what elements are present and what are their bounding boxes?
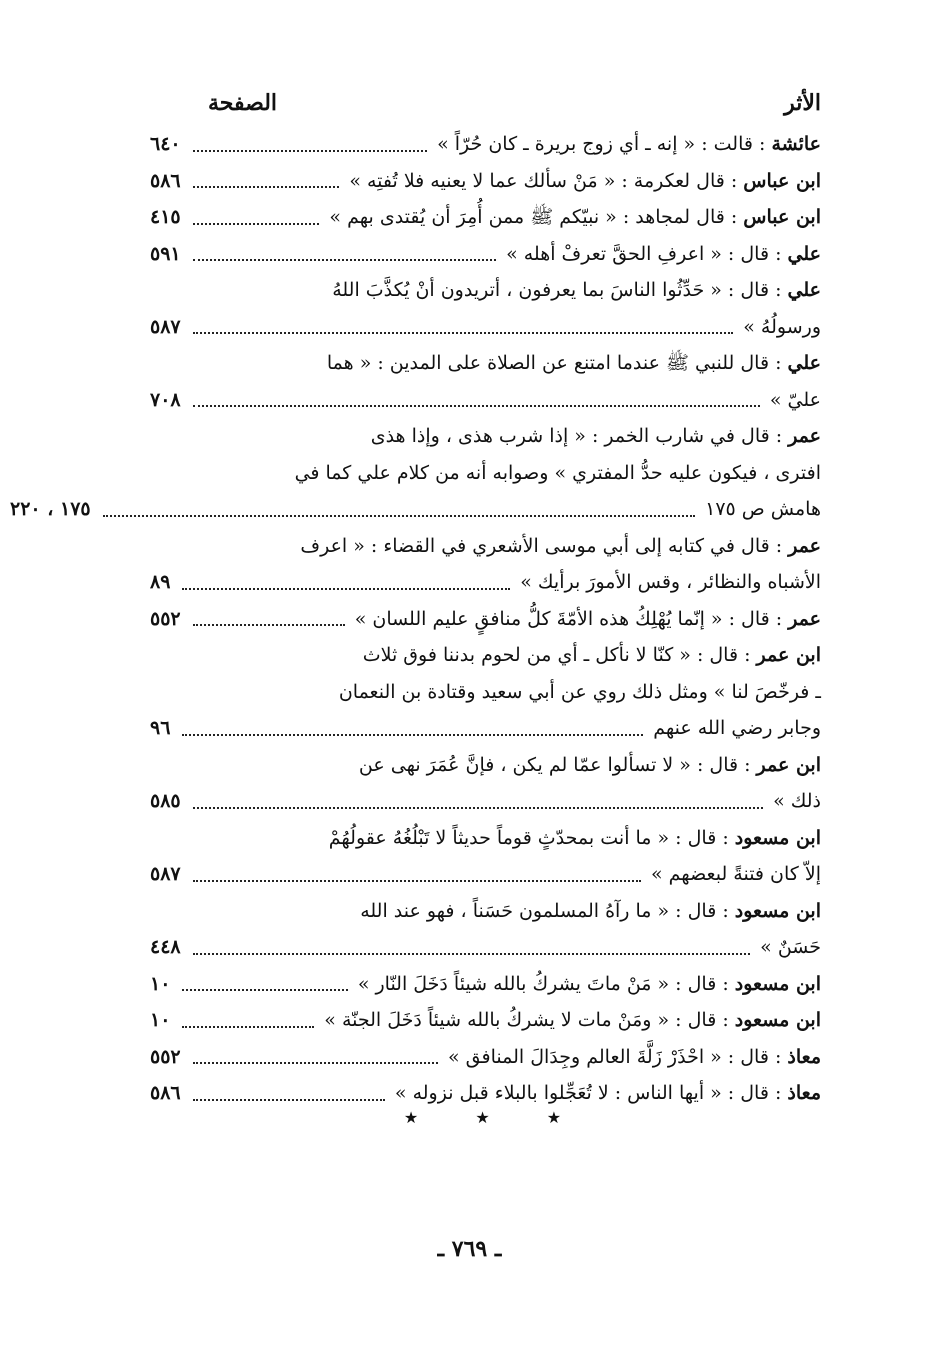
entry-line: [150, 783, 821, 820]
entry-line: [150, 637, 821, 674]
narrator-name: عمر: [788, 534, 821, 557]
index-entry: [10, 418, 821, 528]
page-reference: ٧٠٨: [150, 388, 181, 411]
entry-text: [773, 783, 821, 820]
page-reference: ٥٨٧: [150, 315, 181, 338]
athar-text: ـ فرخّصَ لنا » ومثل ذلك روي عن أبي سعيد وقتادة بن النعمان: [338, 680, 821, 703]
index-entry: [150, 601, 821, 638]
dot-leader: [193, 405, 760, 407]
index-entry: [150, 163, 821, 200]
entry-line: [150, 674, 821, 711]
entry-line: [150, 747, 821, 784]
entry-line: [150, 236, 821, 273]
page-reference: ٥٥٢: [150, 607, 181, 630]
entry-line: [150, 893, 821, 930]
dot-leader: [193, 1062, 438, 1064]
index-entry: [150, 637, 821, 747]
entry-line: [150, 163, 821, 200]
dot-leader: [193, 332, 734, 334]
entry-line: [150, 418, 821, 455]
entry-line: [10, 491, 821, 528]
narrator-name: علي: [787, 352, 821, 374]
athar-text: ورسولُهُ »: [743, 315, 821, 338]
athar-text: : قالت : « إنه ـ أي زوج بريرة ـ كان حُرّاً »: [437, 133, 772, 155]
entry-text: [329, 820, 821, 857]
athar-text: : قال : « ما أنت بمحدّثٍ قوماً حديثاً لا تَبْلُغُهُ عقولُهُمْ: [328, 826, 735, 849]
athar-text: هامش ص ١٧٥: [705, 498, 821, 520]
athar-index-list: [10, 126, 821, 1112]
entry-text: [437, 126, 821, 163]
dot-leader: [103, 515, 695, 517]
narrator-name: ابن عباس: [743, 206, 821, 228]
athar-text: : قال : « ومَنْ مات لا يشركُ بالله شيئاً دَخَلَ الجنّة »: [324, 1009, 735, 1031]
entry-line: [150, 309, 821, 346]
narrator-name: علي: [787, 242, 821, 265]
narrator-name: ابن مسعود: [734, 1009, 821, 1031]
athar-text: : قال لعكرمة : « مَنْ سألك عما لا يعنيه فلا تُفتِه »: [349, 169, 744, 192]
dot-leader: [193, 953, 751, 955]
page-number: ـ ٧٦٩ ـ: [437, 1236, 502, 1262]
narrator-name: عمر: [788, 607, 821, 630]
entry-text: [355, 601, 821, 638]
index-entry: [150, 345, 821, 418]
athar-text: : قال لمجاهد : « نبيّكم ﷺ ممن أُمِرَ أن يُقتدى بهم »: [329, 206, 744, 228]
entry-text: [653, 710, 821, 747]
entry-text: [300, 528, 821, 565]
entry-text: [349, 163, 821, 200]
athar-text: : قال : « ما رآهُ المسلمون حَسَناً ، فهو عند الله: [360, 899, 735, 922]
entry-line: [150, 966, 821, 1003]
entry-line: [150, 528, 821, 565]
narrator-name: معاذ: [787, 1045, 821, 1068]
entry-line: [150, 601, 821, 638]
athar-text: وجابر رضي الله عنهم: [653, 717, 821, 739]
entry-line: [150, 564, 821, 601]
index-entry: [150, 1002, 821, 1039]
entry-text: [332, 272, 821, 309]
narrator-name: معاذ: [787, 1082, 821, 1104]
narrator-name: ابن مسعود: [734, 972, 821, 995]
dot-leader: [182, 989, 347, 991]
entry-line: [150, 455, 821, 492]
dot-leader: [193, 223, 320, 225]
dot-leader: [193, 807, 763, 809]
entry-text: [327, 345, 821, 382]
entry-text: [760, 929, 821, 966]
entry-text: [705, 491, 821, 528]
page-reference: ٥٨٥: [150, 790, 181, 812]
narrator-name: عمر: [788, 425, 821, 447]
index-entry: [150, 820, 821, 893]
page-reference: ٤٤٨: [150, 936, 181, 958]
athar-text: : قال في شارب الخمر : « إذا شرب هذى ، وإذا هذى: [370, 425, 789, 447]
index-entry: [150, 236, 821, 273]
entry-text: [506, 236, 821, 273]
athar-text: افترى ، فيكون عليه حدُّ المفتري » وصوابه أنه من كلام علي كما في: [294, 461, 821, 484]
page-reference: ٥٨٦: [150, 169, 181, 192]
index-entry: [150, 199, 821, 236]
page-reference: ١٧٥ ، ٢٢٠: [10, 498, 91, 520]
index-entry: [150, 528, 821, 601]
athar-text: : قال : « حَدِّثُوا الناسَ بما يعرفون ، أتريدون أنْ يُكذَّبَ اللهُ: [332, 279, 788, 301]
entry-line: [150, 199, 821, 236]
entry-text: [324, 1002, 821, 1039]
entry-text: [770, 382, 821, 419]
athar-text: الأشباه والنظائر ، وقس الأمورَ برأيك »: [520, 571, 821, 593]
page-reference: ٨٩: [150, 571, 171, 593]
entry-line: [150, 929, 821, 966]
page-reference: ١٠: [150, 972, 171, 995]
narrator-name: ابن عمر: [756, 644, 821, 666]
athar-text: : قال : « احْذَرْ زَلَّةَ العالم وجِدَالَ المنافق »: [448, 1045, 788, 1068]
entry-text: [358, 966, 821, 1003]
entry-text: [651, 856, 821, 893]
index-entry: [150, 126, 821, 163]
index-entry: [150, 966, 821, 1003]
narrator-name: ابن مسعود: [734, 899, 821, 922]
narrator-name: ابن عمر: [756, 753, 821, 776]
entry-text: [363, 637, 821, 674]
index-entry: [150, 747, 821, 820]
entry-line: [150, 1039, 821, 1076]
dot-leader: [193, 259, 496, 261]
narrator-name: علي: [787, 279, 821, 301]
entry-text: [371, 418, 821, 455]
page-reference: ٥٨٦: [150, 1082, 181, 1104]
dot-leader: [182, 734, 643, 736]
athar-text: : قال في كتابه إلى أبي موسى الأشعري في القضاء : « اعرف: [300, 534, 789, 557]
entry-text: [743, 309, 821, 346]
entry-line: [150, 126, 821, 163]
page-reference: ٩٦: [150, 717, 171, 739]
dot-leader: [193, 1099, 385, 1101]
page-reference: ٤١٥: [150, 206, 181, 228]
narrator-name: ابن مسعود: [734, 826, 821, 849]
index-entry: [150, 1075, 821, 1112]
dot-leader: [193, 150, 427, 152]
athar-text: : قال : « لا تسألوا عمّا لم يكن ، فإنَّ عُمَرَ نهى عن: [358, 753, 757, 776]
entry-line: [150, 345, 821, 382]
entry-line: [150, 382, 821, 419]
dot-leader: [193, 186, 340, 188]
entry-text: [395, 1075, 821, 1112]
index-entry: [150, 1039, 821, 1076]
page-reference: ٥٩١: [150, 242, 181, 265]
dot-leader: [193, 880, 641, 882]
entry-line: [150, 1002, 821, 1039]
index-entry: [150, 893, 821, 966]
entry-line: [150, 856, 821, 893]
index-entry: [150, 272, 821, 345]
entry-line: [150, 820, 821, 857]
athar-text: حَسَنٌ »: [760, 936, 821, 958]
athar-text: ذلك »: [773, 790, 821, 812]
entry-text: [520, 564, 821, 601]
header-athar: الأثر: [784, 90, 821, 116]
entry-line: [150, 272, 821, 309]
entry-line: [150, 710, 821, 747]
dot-leader: [182, 1026, 314, 1028]
entry-text: [295, 455, 821, 492]
header-page: الصفحة: [208, 90, 278, 116]
entry-text: [329, 199, 821, 236]
entry-text: [360, 893, 821, 930]
dot-leader: [182, 588, 510, 590]
section-ornament: ★ ★ ★: [403, 1108, 588, 1127]
dot-leader: [193, 624, 345, 626]
page-reference: ٥٨٧: [150, 863, 181, 885]
athar-text: عليّ »: [769, 388, 821, 411]
entry-text: [448, 1039, 821, 1076]
athar-text: إلاّ كان فتنةً لبعضهم »: [651, 863, 821, 885]
athar-text: : قال : « مَنْ ماتَ يشركُ بالله شيئاً دَخَلَ النّار »: [357, 972, 735, 995]
entry-line: [150, 1075, 821, 1112]
athar-text: : قال : « أيها الناس : لا تُعَجِّلوا بالبلاء قبل نزوله »: [394, 1082, 788, 1104]
page-reference: ٦٤٠: [150, 133, 181, 155]
athar-text: : قال : « كنّا لا نأكل ـ أي من لحوم بدننا فوق ثلاث: [362, 644, 757, 666]
entry-text: [359, 747, 821, 784]
page-reference: ٥٥٢: [150, 1045, 181, 1068]
entry-text: [339, 674, 821, 711]
page-reference: ١٠: [150, 1009, 171, 1031]
athar-text: : قال : « إنّما يُهْلِكُ هذه الأمّةَ كلُّ منافقٍ عليم اللسان »: [354, 607, 789, 630]
athar-text: : قال للنبي ﷺ عندما امتنع عن الصلاة على المدين : « هما: [326, 352, 788, 374]
narrator-name: ابن عباس: [743, 169, 821, 192]
athar-text: : قال : « اعرفِ الحقَّ تعرفْ أهله »: [506, 242, 788, 265]
narrator-name: عائشة: [771, 133, 821, 155]
